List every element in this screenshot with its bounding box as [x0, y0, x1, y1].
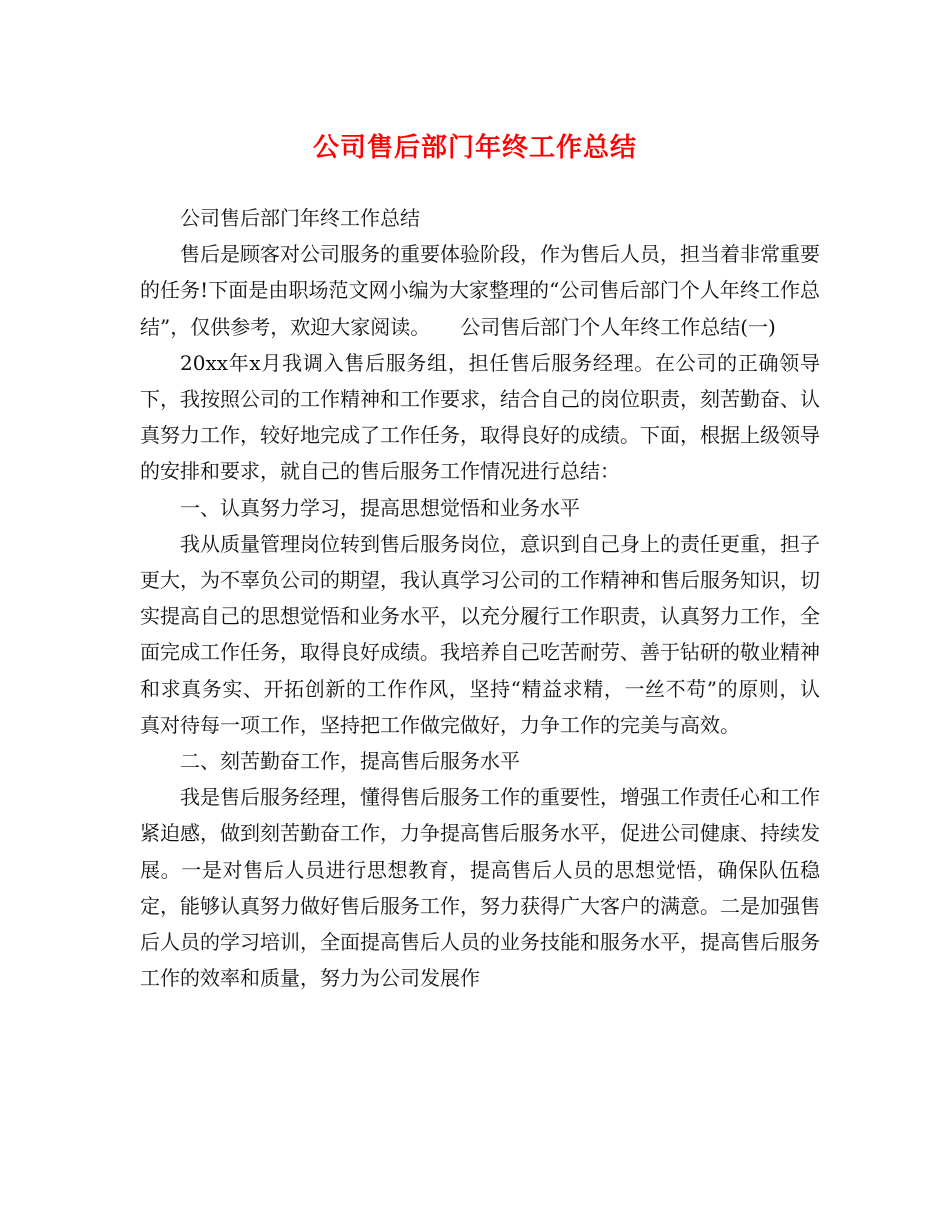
paragraph-subtitle: 公司售后部门年终工作总结 [180, 206, 420, 230]
paragraph-overview: 20xx年x月我调入售后服务组，担任售后服务经理。在公司的正确领导下，我按照公司的工作精神和工作要求，结合自己的岗位职责，刻苦勤奋、认真努力工作，较好地完成了工作任务，取得良好的成绩。下面，根据上级领导的安排和要求，就自己的售后服务工作情况进行总结： [140, 350, 820, 484]
paragraph-section-1: 我从质量管理岗位转到售后服务岗位，意识到自己身上的责任更重，担子更大，为不辜负公司的期望，我认真学习公司的工作精神和售后服务知识，切实提高自己的思想觉悟和业务水平，以充分履行工作职责，认真努力工作，全面完成工作任务，取得良好成绩。我培养自己吃苦耐劳、善于钻研的敬业精神和求真务实、开拓创新的工作作风，坚持“精益求精，一丝不苟”的原则，认真对待每一项工作，坚持把工作做完做好，力争工作的完美与高效。 [140, 531, 820, 737]
paragraph-intro: 售后是顾客对公司服务的重要体验阶段，作为售后人员，担当着非常重要的任务!下面是由职场范文网小编为大家整理的“公司售后部门个人年终工作总结”，仅供参考，欢迎大家阅读。 公司售后部门个人年终工作总结(一) [140, 242, 820, 339]
document-body [140, 200, 820, 996]
paragraph-section-2: 我是售后服务经理，懂得售后服务工作的重要性，增强工作责任心和工作紧迫感，做到刻苦勤奋工作，力争提高售后服务水平，促进公司健康、持续发展。一是对售后人员进行思想教育，提高售后人员的思想觉悟，确保队伍稳定，能够认真努力做好售后服务工作，努力获得广大客户的满意。二是加强售后人员的学习培训，全面提高售后人员的业务技能和服务水平，提高售后服务工作的效率和质量，努力为公司发展作 [140, 785, 820, 991]
section-heading-1: 一、认真努力学习，提高思想觉悟和业务水平 [180, 495, 580, 520]
document-title: 公司售后部门年终工作总结 [312, 133, 637, 163]
section-heading-2: 二、刻苦勤奋工作，提高售后服务水平 [180, 749, 520, 774]
